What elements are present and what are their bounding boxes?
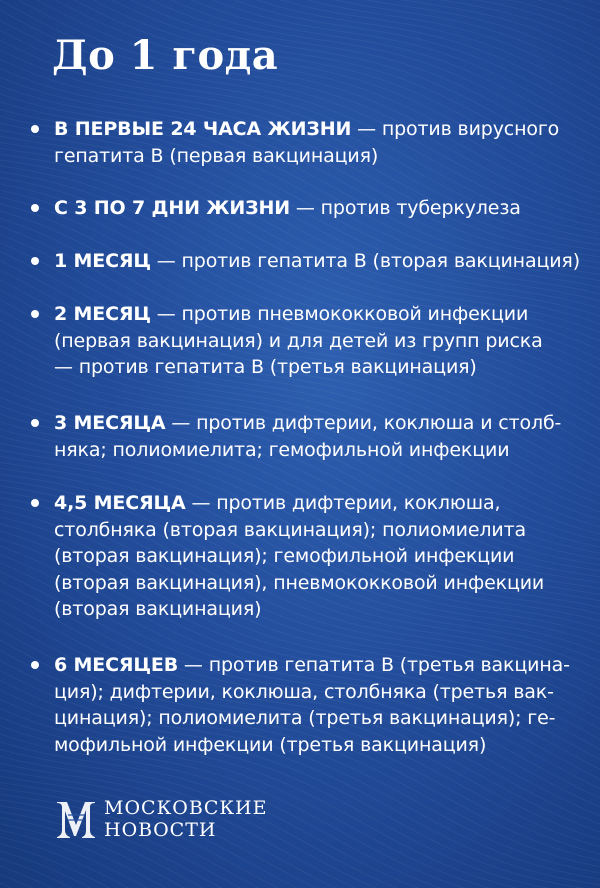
bullet-icon [31,257,39,265]
item-dash: — [185,492,217,514]
newspaper-m-icon [54,797,98,841]
item-text: против дифтерии, коклюша, [216,492,501,514]
item-text-line: (вторая вакцинация); гемофильной инфекции [54,545,515,567]
item-term: 6 МЕСЯЦЕВ [54,654,179,676]
item-text-line: няка; полиомиелита; гемофильной инфекции [54,438,510,461]
list-item [54,248,580,275]
bullet-icon [31,204,39,212]
item-term: 3 МЕСЯЦА [54,412,166,434]
item-text: против гепатита В (третья вакцина- [208,654,570,676]
item-term: 1 МЕСЯЦ [54,250,151,272]
item-dash: — [351,118,382,140]
item-term: С 3 ПО 7 ДНИ ЖИЗНИ [54,197,290,219]
item-text-line: (вторая вакцинация), пневмококковой инфекции [54,571,545,594]
item-dash: — [178,654,209,676]
list-item [54,301,574,381]
brand-logo [54,796,268,842]
item-term: В ПЕРВЫЕ 24 ЧАСА ЖИЗНИ [54,118,352,140]
item-text: против вирусного [381,118,560,140]
item-term: 4,5 МЕСЯЦА [54,492,186,514]
item-text-line: (первая вакцинация) и для детей из групп риска [54,329,543,352]
page-title: До 1 года [52,32,279,79]
item-text: против гепатита В (вторая вакцинация) [181,250,580,272]
item-text-line: — против гепатита В (третья вакцинация) [54,356,477,378]
item-dash: — [165,412,197,434]
list-item [54,652,574,758]
brand-name [104,797,268,841]
bullet-icon [31,499,39,507]
list-item [54,195,574,222]
item-dash: — [150,303,182,325]
item-text-line: ция); дифтерии, коклюша, столбняка (третья вак- [54,680,554,703]
item-text: против туберкулеза [320,197,521,219]
list-item [54,410,574,463]
item-text-line: мофильной инфекции (третья вакцинация) [54,733,487,756]
item-text-line: гепатита В (первая вакцинация) [54,144,379,167]
item-text-line: цинация); полиомиелита (третья вакцинация); ге- [54,707,556,729]
item-text: против дифтерии, коклюша и столб- [196,412,562,434]
bullet-icon [31,125,39,133]
brand-name-line2: НОВОСТИ [104,819,217,841]
brand-name-line1: МОСКОВСКИЕ [104,797,268,819]
item-dash: — [150,250,182,272]
item-text-line: столбняка (вторая вакцинация); полиомиелита [54,518,527,541]
list-item [54,490,574,623]
list-item [54,116,574,169]
item-text-line: (вторая вакцинация) [54,598,262,620]
bullet-icon [31,310,39,318]
item-term: 2 МЕСЯЦ [54,303,151,325]
bullet-icon [31,419,39,427]
item-text: против пневмококковой инфекции [181,303,529,325]
item-dash: — [290,197,321,219]
bullet-icon [31,661,39,669]
